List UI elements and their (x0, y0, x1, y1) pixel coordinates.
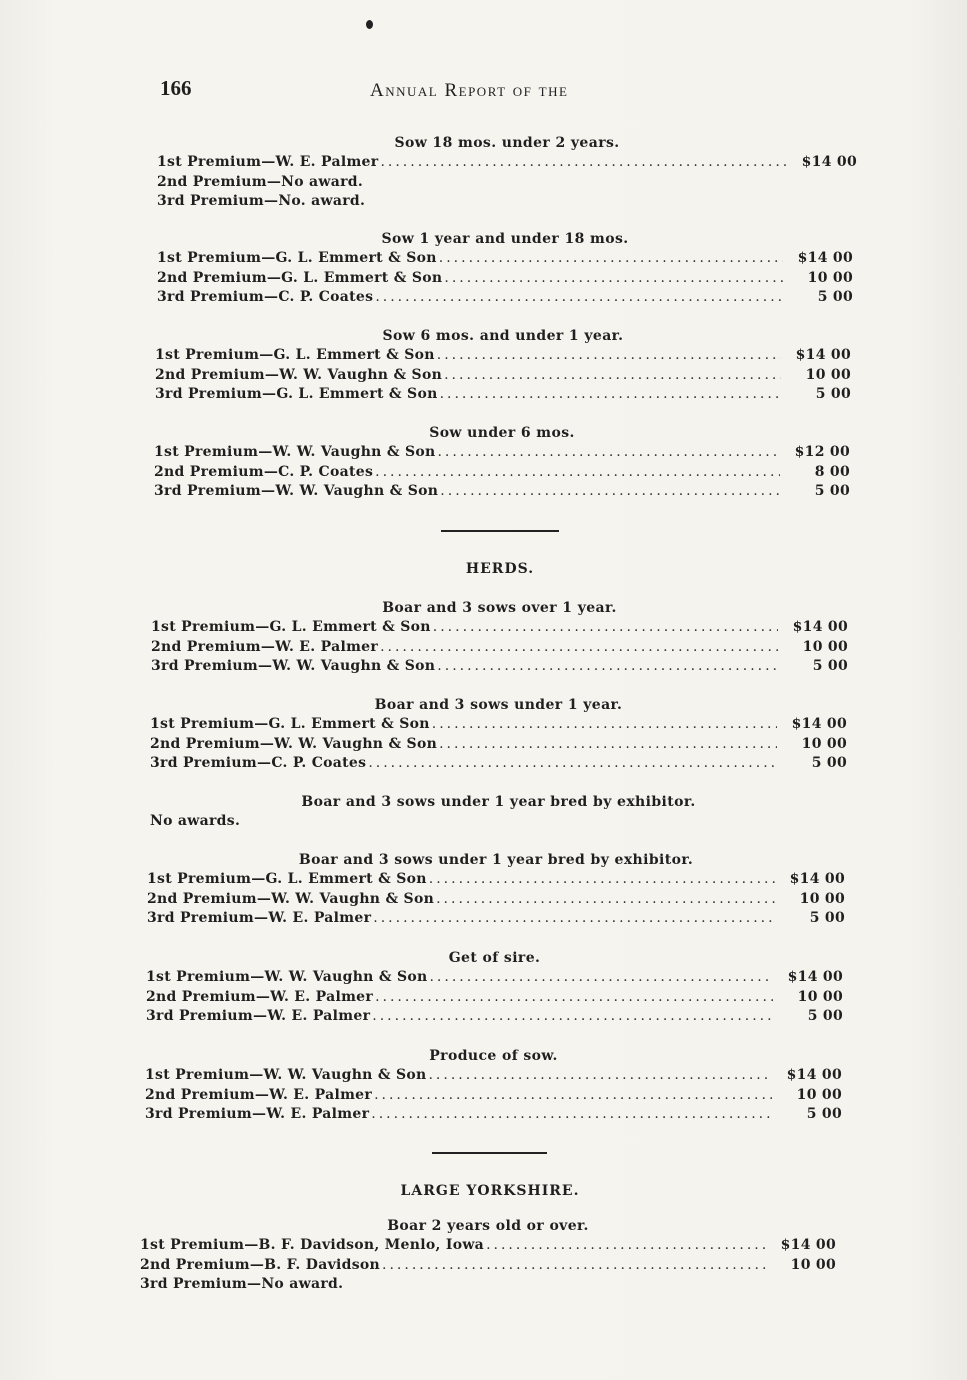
award-amount: $14 00 (795, 347, 851, 363)
award-amount: $12 00 (794, 444, 850, 460)
award-entry: 2nd Premium—B. F. Davidson (140, 1256, 381, 1273)
award-entry: 3rd Premium—C. P. Coates (150, 755, 367, 771)
dot-leader (440, 385, 781, 405)
award-amount: 10 00 (799, 890, 845, 907)
dot-leader (429, 968, 773, 988)
award-entry: 3rd Premium—W. E. Palmer (145, 1106, 370, 1122)
award-entry: 1st Premium—B. F. Davidson, Menlo, Iowa (140, 1237, 485, 1253)
award-entry: 2nd Premium—W. E. Palmer (146, 988, 374, 1005)
award-amount: $14 00 (789, 871, 845, 887)
dot-leader (382, 1256, 766, 1276)
award-row (145, 1066, 842, 1086)
award-row (146, 988, 843, 1008)
award-entry: 1st Premium—W. E. Palmer (157, 154, 379, 170)
dot-leader (380, 153, 787, 173)
award-amount: 5 00 (807, 1008, 843, 1024)
award-row (155, 366, 851, 386)
dot-leader (436, 890, 775, 910)
award-row (154, 463, 850, 483)
section-divider (432, 1152, 547, 1154)
dot-leader (375, 463, 780, 483)
page-header (160, 76, 967, 106)
award-amount: 5 00 (811, 755, 847, 771)
dot-leader (380, 638, 778, 658)
group-title: Get of sire. (448, 950, 541, 966)
award-amount: 10 00 (805, 366, 851, 383)
award-entry: 3rd Premium—W. W. Vaughn & Son (151, 658, 436, 674)
section-heading-large-yorkshire: LARGE YORKSHIRE. (400, 1183, 580, 1199)
group-title: Produce of sow. (429, 1048, 558, 1064)
award-row (150, 735, 847, 755)
award-entry: 1st Premium—G. L. Emmert & Son (155, 347, 435, 363)
award-amount: 8 00 (814, 463, 850, 480)
award-row (145, 1086, 842, 1106)
award-amount: $14 00 (787, 969, 843, 985)
award-row (151, 657, 848, 677)
award-row (155, 385, 851, 405)
award-entry: 3rd Premium—W. W. Vaughn & Son (154, 483, 439, 499)
dot-leader (433, 618, 778, 638)
award-row (154, 443, 850, 463)
dot-leader (437, 346, 781, 366)
award-group-sow-under-6-mos (154, 423, 850, 502)
award-entry: 1st Premium—W. W. Vaughn & Son (145, 1067, 427, 1083)
dot-leader (429, 870, 775, 890)
dot-leader (375, 288, 783, 308)
award-row (140, 1256, 836, 1276)
group-title: Boar and 3 sows under 1 year bred by exhibitor. (298, 852, 694, 868)
dot-leader (439, 249, 783, 269)
group-title: Sow under 6 mos. (429, 425, 575, 441)
award-entry: 3rd Premium—C. P. Coates (157, 289, 374, 305)
dot-leader (428, 1066, 772, 1086)
award-amount: 5 00 (817, 289, 853, 305)
group-title: Boar 2 years old or over. (387, 1218, 589, 1234)
award-row (154, 482, 850, 502)
award-entry: 3rd Premium—No. award. (157, 193, 366, 209)
section-heading-herds: HERDS. (465, 561, 535, 577)
award-group-boar-3-sows-over-1-year (151, 598, 848, 677)
award-group-sow-18-mos (157, 133, 857, 212)
award-amount: 5 00 (806, 1106, 842, 1122)
award-entry: 3rd Premium—No award. (140, 1276, 344, 1292)
award-entry: 1st Premium—G. L. Emmert & Son (151, 619, 431, 635)
group-title: Sow 6 mos. and under 1 year. (382, 328, 624, 344)
award-amount: 5 00 (812, 658, 848, 674)
award-row (150, 715, 847, 735)
award-row (145, 1105, 842, 1125)
award-row (155, 346, 851, 366)
group-title: Boar and 3 sows under 1 year. (374, 697, 623, 713)
award-row (140, 1275, 836, 1295)
award-entry: 1st Premium—G. L. Emmert & Son (157, 250, 437, 266)
award-amount: 10 00 (801, 735, 847, 752)
award-amount: 5 00 (814, 483, 850, 499)
award-amount: $14 00 (791, 716, 847, 732)
dot-leader (444, 269, 783, 289)
award-amount: $14 00 (780, 1237, 836, 1253)
award-row (147, 870, 845, 890)
award-row (140, 1236, 836, 1256)
award-row (151, 638, 848, 658)
award-row (157, 288, 853, 308)
dot-leader (375, 988, 773, 1008)
dot-leader (444, 366, 781, 386)
award-row (151, 618, 848, 638)
award-row (146, 968, 843, 988)
award-group-sow-6-mos (155, 326, 851, 405)
award-amount: 10 00 (790, 1256, 836, 1273)
page-number: 166 (160, 76, 192, 100)
dot-leader (439, 735, 777, 755)
award-entry: 2nd Premium—W. W. Vaughn & Son (147, 890, 435, 907)
group-title: Sow 18 mos. under 2 years. (394, 135, 620, 151)
award-entry: 1st Premium—W. W. Vaughn & Son (146, 969, 428, 985)
award-amount: 10 00 (807, 269, 853, 286)
award-group-boar-2-years (140, 1216, 836, 1295)
award-amount: $14 00 (792, 619, 848, 635)
dot-leader (374, 1086, 772, 1106)
section-divider (441, 530, 559, 532)
award-entry: 2nd Premium—No award. (157, 173, 364, 190)
award-row (147, 909, 845, 929)
group-title: Boar and 3 sows under 1 year bred by exhibitor. (301, 794, 696, 810)
award-group-sow-1-year (157, 229, 853, 308)
ink-dot (366, 20, 373, 29)
award-row (157, 269, 853, 289)
award-entry: 2nd Premium—W. W. Vaughn & Son (150, 735, 438, 752)
award-amount: 10 00 (796, 1086, 842, 1103)
award-amount: 10 00 (802, 638, 848, 655)
award-amount: 5 00 (809, 910, 845, 926)
award-entry: 1st Premium—G. L. Emmert & Son (150, 716, 430, 732)
no-awards-note: No awards. (150, 813, 241, 829)
award-entry: 3rd Premium—W. E. Palmer (146, 1008, 371, 1024)
dot-leader (368, 754, 777, 774)
award-group-bred-by-exhibitor (147, 850, 845, 929)
dot-leader (371, 1105, 772, 1125)
dot-leader (437, 443, 780, 463)
award-group-get-of-sire (146, 948, 843, 1027)
award-row (147, 890, 845, 910)
award-amount: 10 00 (797, 988, 843, 1005)
award-row (157, 153, 857, 173)
award-group-boar-3-sows-under-1-year (150, 695, 847, 774)
dot-leader (372, 1007, 773, 1027)
award-amount: 5 00 (815, 386, 851, 402)
dot-leader (486, 1236, 766, 1256)
award-amount: $14 00 (801, 154, 857, 170)
award-entry: 2nd Premium—C. P. Coates (154, 463, 374, 480)
award-group-produce-of-sow (145, 1046, 842, 1125)
group-title: Sow 1 year and under 18 mos. (381, 231, 629, 247)
award-entry: 1st Premium—G. L. Emmert & Son (147, 871, 427, 887)
award-row (157, 173, 857, 193)
award-entry: 2nd Premium—G. L. Emmert & Son (157, 269, 443, 286)
award-row (157, 249, 853, 269)
dot-leader (432, 715, 777, 735)
group-title: Boar and 3 sows over 1 year. (382, 600, 617, 616)
award-entry: 3rd Premium—G. L. Emmert & Son (155, 386, 438, 402)
dot-leader (440, 482, 780, 502)
running-title: Annual Report of the (370, 80, 569, 101)
award-entry: 2nd Premium—W. E. Palmer (145, 1086, 373, 1103)
award-amount: $14 00 (786, 1067, 842, 1083)
award-group-bred-by-exhibitor-none (150, 792, 847, 831)
award-entry: 2nd Premium—W. W. Vaughn & Son (155, 366, 443, 383)
award-entry: 2nd Premium—W. E. Palmer (151, 638, 379, 655)
award-row (150, 754, 847, 774)
award-entry: 3rd Premium—W. E. Palmer (147, 910, 372, 926)
award-row (146, 1007, 843, 1027)
award-amount: $14 00 (797, 250, 853, 266)
award-entry: 1st Premium—W. W. Vaughn & Son (154, 444, 436, 460)
award-row (157, 192, 857, 212)
dot-leader (373, 909, 775, 929)
dot-leader (437, 657, 778, 677)
